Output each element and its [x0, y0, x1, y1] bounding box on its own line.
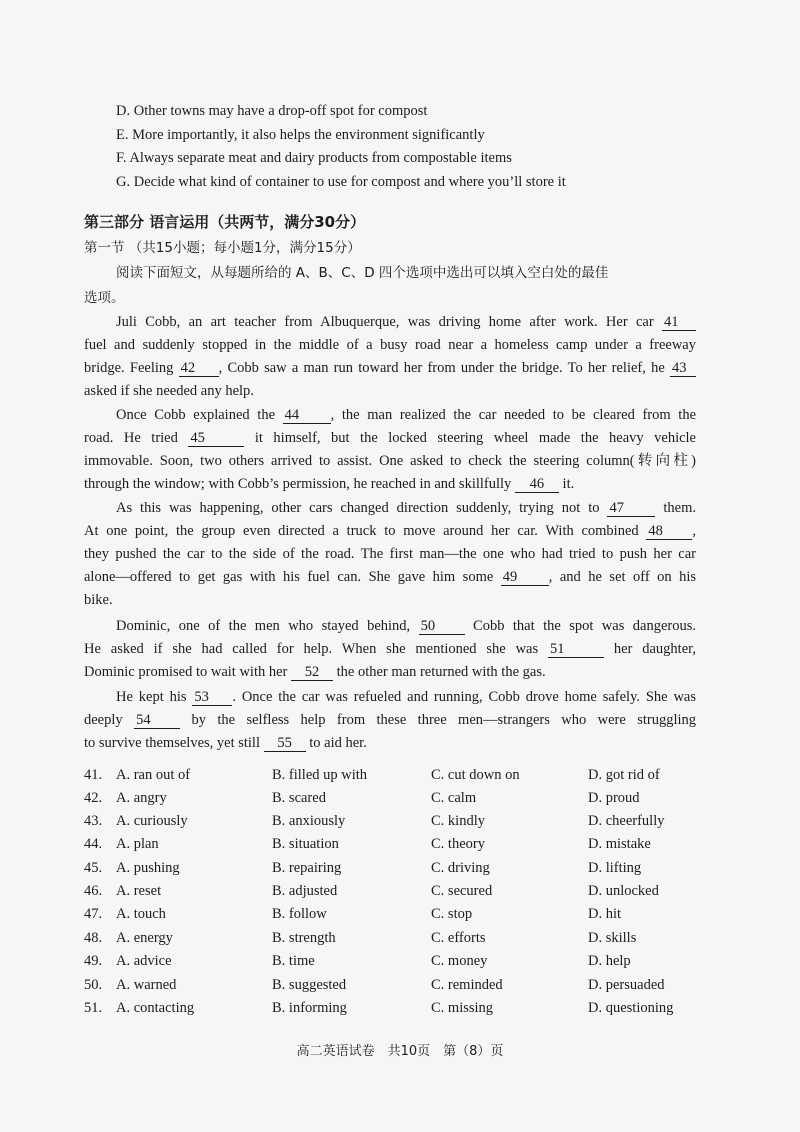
- blank-44: 44: [283, 407, 331, 424]
- blank-47: 47: [607, 500, 655, 517]
- option-c: C. money: [431, 953, 488, 969]
- blank-51: 51: [548, 641, 604, 658]
- passage-line: Once Cobb explained the 44 , the man realized the car needed to be cleared from the: [116, 407, 696, 423]
- blank-43: 43: [670, 360, 696, 377]
- option-d: D. lifting: [588, 860, 642, 876]
- option-c: C. stop: [431, 906, 473, 922]
- option-c: C. missing: [431, 1000, 494, 1016]
- option-d: D. got rid of: [588, 767, 660, 783]
- option-b: B. informing: [272, 1000, 347, 1016]
- passage-line: road. He tried 45 it himself, but the locked steering wheel made the heavy vehicle: [84, 430, 696, 446]
- question-row: [84, 860, 704, 882]
- question-number: 41.: [84, 767, 103, 783]
- instruction-line-2: 选项。: [84, 290, 125, 306]
- passage-line: He kept his 53 . Once the car was refueled and running, Cobb drove home safely. She was: [116, 689, 697, 705]
- question-row: [84, 1000, 704, 1022]
- passage-line: bridge. Feeling 42 , Cobb saw a man run toward her from under the bridge. To her relief, he 43: [84, 358, 696, 378]
- blank-42: 42: [179, 360, 219, 377]
- option-d: D. mistake: [588, 836, 651, 852]
- question-row: [84, 767, 704, 789]
- question-row: [84, 883, 704, 905]
- option-b: B. scared: [272, 790, 326, 806]
- passage-line: At one point, the group even directed a truck to move around her car. With combined 48 ,: [84, 523, 697, 539]
- question-number: 48.: [84, 930, 103, 946]
- option-d: D. proud: [588, 790, 640, 806]
- blank-55: 55: [264, 735, 306, 752]
- passage-line: bike.: [84, 592, 113, 608]
- option-c: C. calm: [431, 790, 477, 806]
- question-row: [84, 790, 704, 812]
- passage-line: through the window; with Cobb’s permission, he reached in and skillfully 46 it.: [84, 476, 575, 492]
- section-heading: 第三部分 语言运用（共两节，满分30分）: [84, 213, 366, 231]
- question-row: [84, 977, 704, 999]
- option-a: A. plan: [116, 836, 159, 852]
- blank-52: 52: [291, 664, 333, 681]
- option-a: A. ran out of: [116, 767, 191, 783]
- option-f-prev: F. Always separate meat and dairy products from compostable items: [116, 150, 512, 166]
- option-d: D. questioning: [588, 1000, 674, 1016]
- question-row: [84, 953, 704, 975]
- question-number: 44.: [84, 836, 103, 852]
- option-c: C. theory: [431, 836, 485, 852]
- passage-line: deeply 54 by the selfless help from these three men—strangers who were struggling: [84, 712, 697, 728]
- option-b: B. situation: [272, 836, 339, 852]
- passage-line: to survive themselves, yet still 55 to aid her.: [84, 735, 367, 751]
- passage-line: alone—offered to get gas with his fuel can. She gave him some 49 , and he set off on his: [84, 569, 697, 585]
- blank-45: 45: [188, 430, 244, 447]
- question-number: 50.: [84, 977, 103, 993]
- option-a: A. energy: [116, 930, 173, 946]
- option-b: B. time: [272, 953, 315, 969]
- option-b: B. repairing: [272, 860, 342, 876]
- option-b: B. suggested: [272, 977, 347, 993]
- option-b: B. strength: [272, 930, 336, 946]
- option-b: B. adjusted: [272, 883, 338, 899]
- blank-41: 41: [662, 314, 696, 331]
- question-row: [84, 836, 704, 858]
- option-c: C. driving: [431, 860, 490, 876]
- option-a: A. warned: [116, 977, 177, 993]
- option-d-prev: D. Other towns may have a drop-off spot for compost: [116, 103, 428, 119]
- option-a: A. pushing: [116, 860, 180, 876]
- option-d: D. persuaded: [588, 977, 665, 993]
- question-row: [84, 930, 704, 952]
- option-b: B. follow: [272, 906, 327, 922]
- passage-line: asked if she needed any help.: [84, 383, 254, 399]
- passage-line: Dominic promised to wait with her 52 the other man returned with the gas.: [84, 664, 546, 680]
- option-b: B. filled up with: [272, 767, 368, 783]
- option-d: D. unlocked: [588, 883, 659, 899]
- option-a: A. touch: [116, 906, 166, 922]
- option-a: A. contacting: [116, 1000, 195, 1016]
- question-number: 47.: [84, 906, 103, 922]
- passage-line: they pushed the car to the side of the road. The first man—the one who had tried to push her car: [84, 546, 696, 562]
- passage-line: immovable. Soon, two others arrived to assist. One asked to check the steering column(转向柱): [84, 453, 696, 469]
- blank-46: 46: [515, 476, 559, 493]
- subsection-heading: 第一节 （共15小题；每小题1分，满分15分）: [84, 240, 361, 256]
- option-a: A. advice: [116, 953, 172, 969]
- blank-49: 49: [501, 569, 549, 586]
- option-a: A. curiously: [116, 813, 188, 829]
- passage-line: He asked if she had called for help. When she mentioned she was 51 her daughter,: [84, 641, 697, 657]
- option-d: D. hit: [588, 906, 622, 922]
- option-c: C. secured: [431, 883, 493, 899]
- option-a: A. reset: [116, 883, 162, 899]
- passage-line: fuel and suddenly stopped in the middle of a busy road near a homeless camp under a freeway: [84, 337, 696, 353]
- passage-line: Juli Cobb, an art teacher from Albuquerque, was driving home after work. Her car 41: [116, 312, 696, 332]
- question-number: 43.: [84, 813, 103, 829]
- option-c: C. cut down on: [431, 767, 520, 783]
- blank-48: 48: [646, 523, 692, 540]
- question-number: 49.: [84, 953, 103, 969]
- question-number: 46.: [84, 883, 103, 899]
- page-footer: 高二英语试卷 共10页 第（8）页: [296, 1044, 504, 1059]
- blank-50: 50: [419, 618, 465, 635]
- option-d: D. skills: [588, 930, 637, 946]
- question-number: 51.: [84, 1000, 103, 1016]
- question-number: 45.: [84, 860, 103, 876]
- option-g-prev: G. Decide what kind of container to use for compost and where you’ll store it: [116, 174, 566, 190]
- option-a: A. angry: [116, 790, 167, 806]
- option-c: C. kindly: [431, 813, 485, 829]
- option-e-prev: E. More importantly, it also helps the environment significantly: [116, 127, 485, 143]
- option-c: C. reminded: [431, 977, 503, 993]
- blank-53: 53: [192, 689, 232, 706]
- instruction-line-1: 阅读下面短文，从每题所给的 A、B、C、D 四个选项中选出可以填入空白处的最佳: [116, 265, 609, 281]
- passage-line: As this was happening, other cars changed direction suddenly, trying not to 47 them.: [116, 500, 697, 516]
- question-row: [84, 906, 704, 928]
- option-b: B. anxiously: [272, 813, 346, 829]
- question-row: [84, 813, 704, 835]
- blank-54: 54: [134, 712, 180, 729]
- option-d: D. cheerfully: [588, 813, 665, 829]
- option-c: C. efforts: [431, 930, 486, 946]
- option-d: D. help: [588, 953, 631, 969]
- question-number: 42.: [84, 790, 103, 806]
- passage-line: Dominic, one of the men who stayed behind, 50 Cobb that the spot was dangerous.: [116, 618, 697, 634]
